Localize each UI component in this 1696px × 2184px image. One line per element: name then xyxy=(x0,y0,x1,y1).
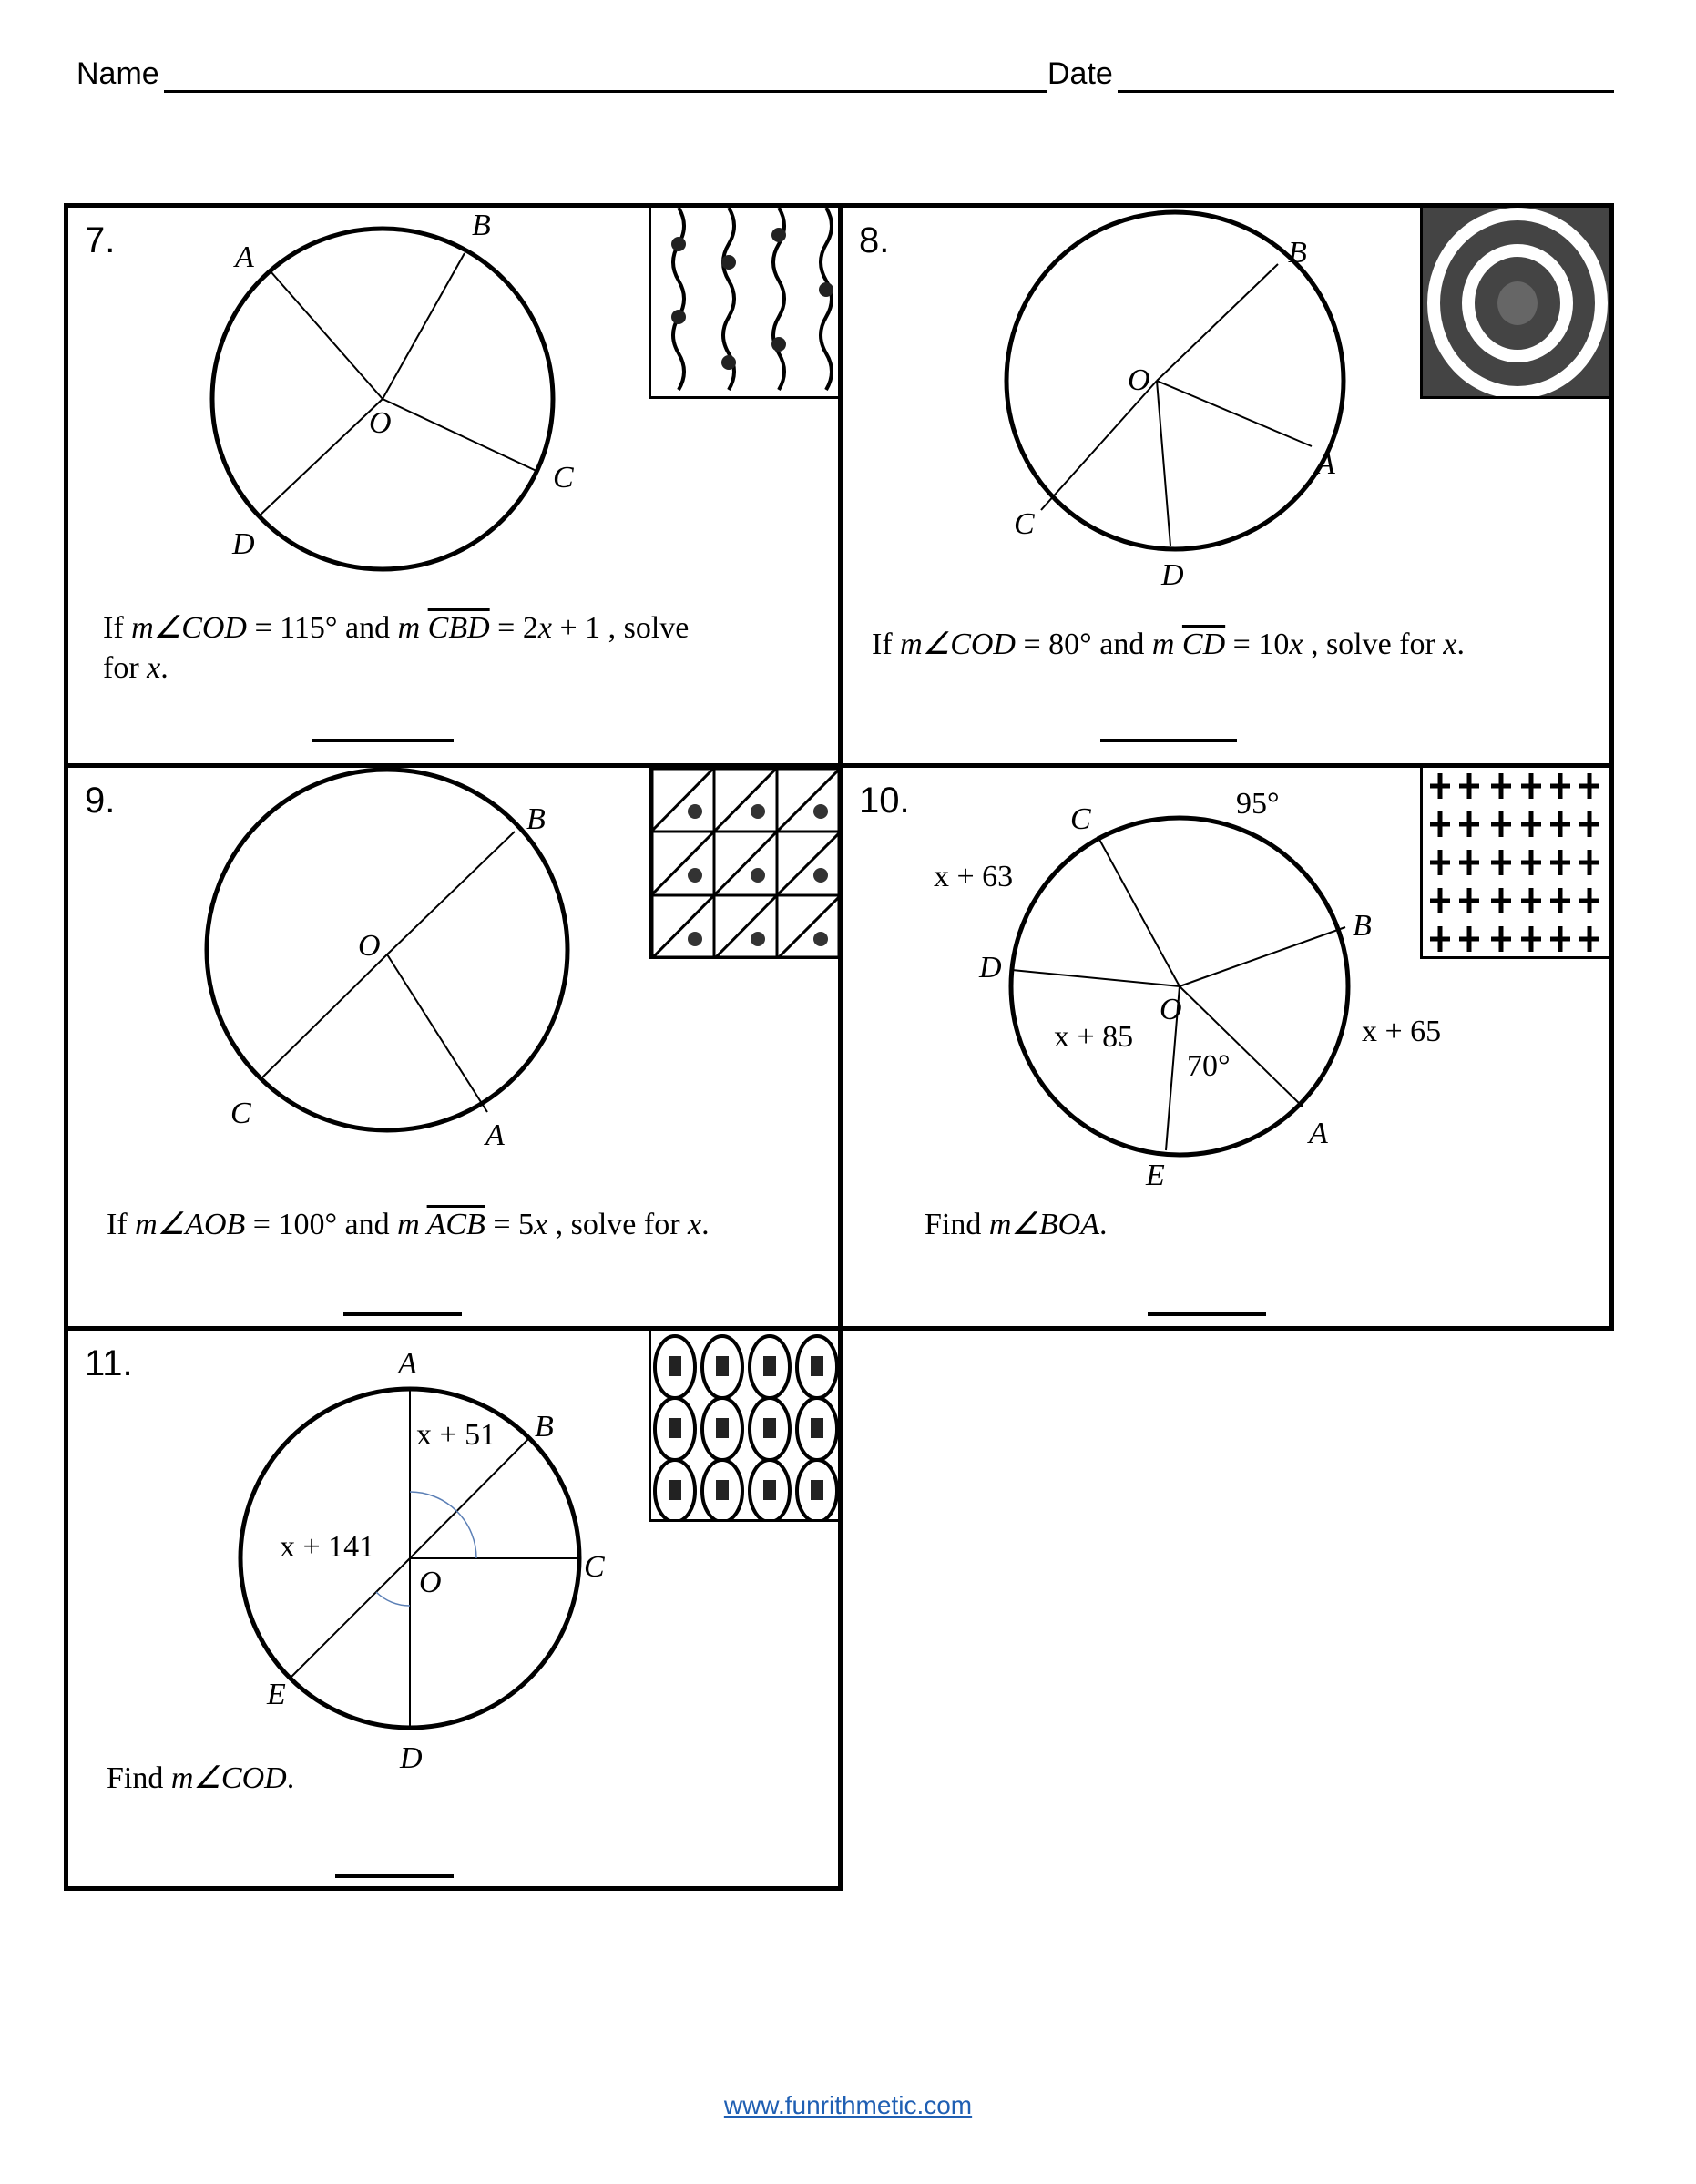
point-e-label: E xyxy=(267,1678,286,1711)
center-o-label: O xyxy=(419,1566,442,1599)
answer-line[interactable] xyxy=(335,1874,454,1878)
point-c-label: C xyxy=(553,461,574,495)
problem-number: 10. xyxy=(859,781,910,821)
point-a-label: A xyxy=(1316,447,1335,481)
scales-pattern xyxy=(649,1331,838,1522)
center-o-label: O xyxy=(1128,363,1150,397)
point-c-label: C xyxy=(1070,802,1091,836)
problem-11 xyxy=(64,1326,843,1891)
arc-ba-label: x + 65 xyxy=(1362,1015,1442,1048)
website-link[interactable]: www.funrithmetic.com xyxy=(723,2091,973,2119)
concentric-circles-pattern xyxy=(1420,208,1609,399)
point-d-label: D xyxy=(979,951,1002,985)
center-o-label: O xyxy=(369,406,392,440)
plus-signs-pattern xyxy=(1420,768,1609,959)
question-text: Find m∠BOA. xyxy=(925,1208,1108,1241)
point-a-label: A xyxy=(1309,1117,1328,1150)
point-c-label: C xyxy=(584,1550,605,1584)
answer-line[interactable] xyxy=(1100,739,1237,742)
problem-number: 11. xyxy=(85,1343,133,1383)
angle-eoa-label: x + 141 xyxy=(280,1530,375,1564)
point-b-label: B xyxy=(535,1410,554,1444)
point-b-label: B xyxy=(1288,236,1307,270)
problem-9 xyxy=(64,763,843,1331)
problem-7 xyxy=(64,203,843,768)
footer xyxy=(0,2091,1696,2120)
point-b-label: B xyxy=(472,209,491,242)
answer-line[interactable] xyxy=(343,1312,462,1316)
date-field[interactable] xyxy=(1118,90,1614,93)
problem-10 xyxy=(838,763,1614,1331)
answer-line[interactable] xyxy=(1148,1312,1266,1316)
point-e-label: E xyxy=(1146,1158,1165,1192)
point-d-label: D xyxy=(400,1741,423,1775)
point-d-label: D xyxy=(1161,558,1184,592)
point-c-label: C xyxy=(230,1097,251,1130)
date-label: Date xyxy=(1047,56,1113,91)
problem-number: 9. xyxy=(85,781,116,821)
problem-8 xyxy=(838,203,1614,768)
question-text: If m∠AOB = 100° and m $\overline{ACB} = 5x$ , solve for x. xyxy=(107,1208,710,1241)
center-o-label: O xyxy=(1160,993,1182,1026)
triangle-dots-pattern xyxy=(649,768,838,959)
point-d-label: D xyxy=(232,527,255,561)
name-field[interactable] xyxy=(164,90,1047,93)
center-o-label: O xyxy=(358,929,381,963)
angle-eoa-label: 70° xyxy=(1187,1049,1231,1083)
question-text: If m∠COD = 115° and m $\overline{CBD} = 2x + 1$ , solve for x. xyxy=(103,611,690,685)
point-b-label: B xyxy=(526,802,546,836)
point-a-label: A xyxy=(235,240,254,274)
angle-doe-label: x + 85 xyxy=(1054,1020,1134,1054)
answer-line[interactable] xyxy=(312,739,454,742)
problem-number: 7. xyxy=(85,220,116,260)
arc-cb-label: 95° xyxy=(1236,787,1280,821)
arc-dc-label: x + 63 xyxy=(934,860,1014,893)
point-a-label: A xyxy=(398,1347,417,1381)
point-b-label: B xyxy=(1353,909,1372,943)
question-text: If m∠COD = 80° and m $\overline{CD} = 10x$ , solve for x. xyxy=(872,628,1465,661)
question-text: Find m∠COD. xyxy=(107,1761,295,1795)
problem-number: 8. xyxy=(859,220,890,260)
angle-aob-label: x + 51 xyxy=(416,1418,496,1452)
point-a-label: A xyxy=(485,1118,505,1152)
wavy-lines-pattern xyxy=(649,208,838,399)
name-label: Name xyxy=(77,56,159,91)
point-c-label: C xyxy=(1014,507,1035,541)
